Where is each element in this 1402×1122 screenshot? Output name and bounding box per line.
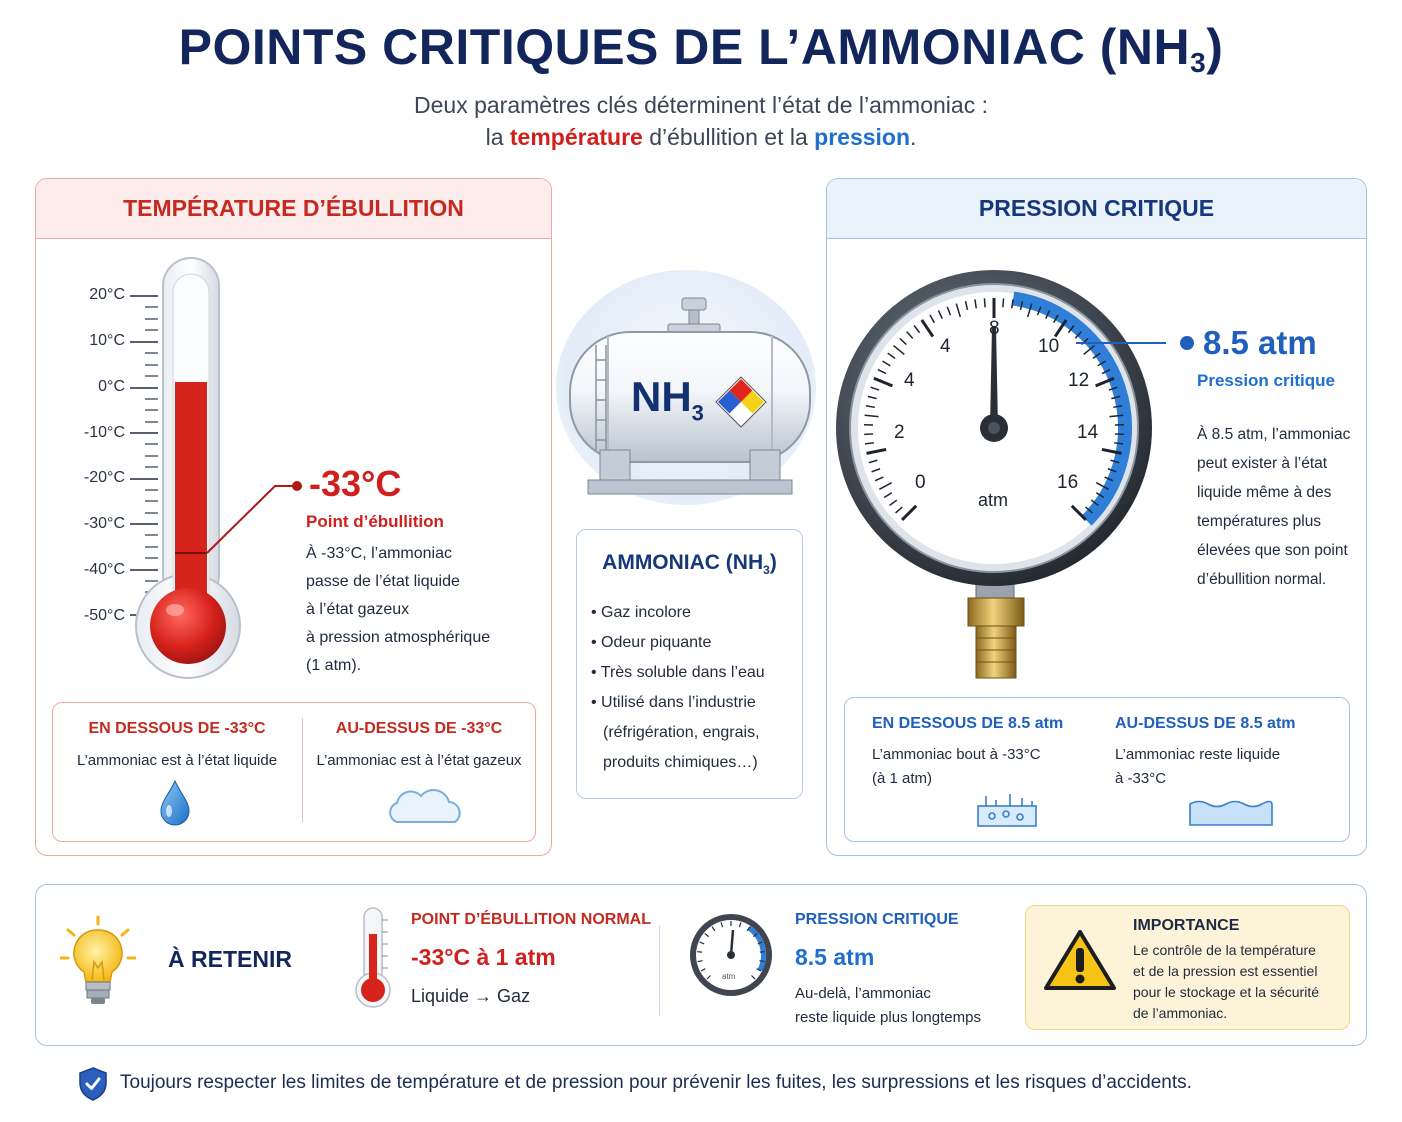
gauge-tick xyxy=(1003,298,1004,307)
boiling-point-description: À -33°C, l’ammoniac passe de l’état liquide à l’état gazeux à pression atmosphérique (1 atm). xyxy=(306,545,491,674)
pressure-gauge-icon xyxy=(836,268,1166,688)
list-item: (réfrigération, engrais, xyxy=(603,724,760,741)
below-boiling-title: EN DESSOUS DE -33°C xyxy=(88,720,266,737)
shield-icon xyxy=(78,1066,108,1102)
scale-label-minus50: -50°C xyxy=(83,607,125,624)
water-drop-icon xyxy=(157,778,193,828)
subtitle-line-2: la température d’ébullition et la pression. xyxy=(485,124,917,150)
list-item: • Gaz incolore xyxy=(591,604,691,621)
recap-boiling-title: POINT D’ÉBULLITION NORMAL xyxy=(411,911,651,928)
above-critical-text: L’ammoniac reste liquide à -33°C xyxy=(1115,746,1281,787)
below-critical-title: EN DESSOUS DE 8.5 atm xyxy=(872,715,1064,732)
tank-label: $NH_3$ xyxy=(631,373,704,426)
recap-pressure-text: Au-delà, l’ammoniac reste liquide plus longtemps xyxy=(795,985,981,1026)
recap-pressure-title: PRESSION CRITIQUE xyxy=(795,911,959,928)
gauge-label-12: 12 xyxy=(1068,370,1090,391)
ammonia-info-title: AMMONIAC $(NH_3)$ xyxy=(602,551,777,578)
recap-title: À RETENIR xyxy=(168,946,292,972)
cloud-icon xyxy=(383,786,467,828)
gauge-label-4b: 4 xyxy=(940,336,951,357)
scale-label-minus10: -10°C xyxy=(83,424,125,441)
below-boiling-text: L’ammoniac est à l’état liquide xyxy=(76,752,278,769)
mini-gauge-unit: atm xyxy=(722,972,736,981)
boiling-point-label: Point d’ébullition xyxy=(306,512,444,531)
value-marker-dot xyxy=(1180,336,1194,350)
above-boiling-text: L’ammoniac est à l’état gazeux xyxy=(316,752,522,769)
gauge-label-4: 4 xyxy=(904,370,915,391)
gauge-label-14: 14 xyxy=(1077,422,1099,443)
above-critical-title: AU-DESSUS DE 8.5 atm xyxy=(1115,715,1296,732)
gauge-label-10: 10 xyxy=(1038,336,1060,357)
divider xyxy=(659,926,660,1016)
small-gauge-icon xyxy=(688,912,774,998)
footer-safety-note: Toujours respecter les limites de température et de pression pour prévenir les fuites, les surpressions et les risques d’accidents. xyxy=(120,1072,1192,1093)
subtitle-line-1: Deux paramètres clés déterminent l’état de l’ammoniac : xyxy=(414,92,988,118)
page-title: POINTS CRITIQUES DE L’AMMONIAC $(NH_3)$ xyxy=(178,19,1224,78)
recap-pressure-value: 8.5 atm xyxy=(795,944,875,970)
list-item: • Utilisé dans l’industrie xyxy=(591,694,756,711)
list-item: • Très soluble dans l’eau xyxy=(591,664,765,681)
boiling-point-value: -33°C xyxy=(309,463,402,504)
gauge-label-16: 16 xyxy=(1057,472,1079,493)
recap-boiling-value: -33°C à 1 atm xyxy=(411,944,556,970)
list-item: • Odeur piquante xyxy=(591,634,712,651)
below-critical-text: L’ammoniac bout à -33°C (à 1 atm) xyxy=(872,746,1041,787)
importance-text: Le contrôle de la température et de la pression est essentiel pour le stockage et la sécurité de l’ammoniac. xyxy=(1133,942,1319,1021)
warning-icon xyxy=(1043,928,1117,992)
gauge-unit: atm xyxy=(978,490,1009,510)
scale-label-20: 20°C xyxy=(89,286,125,303)
gauge-label-0: 0 xyxy=(915,472,926,493)
gauge-tick xyxy=(984,298,985,307)
liquid-level-icon xyxy=(1187,796,1275,828)
ammonia-info-list xyxy=(591,598,765,778)
critical-pressure-value: 8.5 atm xyxy=(1203,324,1317,361)
gauge-label-8: 8 xyxy=(989,318,1000,339)
lightbulb-icon xyxy=(60,914,136,1014)
temperature-panel-title: TEMPÉRATURE D’ÉBULLITION xyxy=(36,179,551,239)
gauge-label-2: 2 xyxy=(894,422,905,443)
above-boiling-title: AU-DESSUS DE -33°C xyxy=(335,720,503,737)
scale-label-minus20: -20°C xyxy=(83,469,125,486)
boiling-liquid-icon xyxy=(972,792,1042,828)
list-item: produits chimiques…) xyxy=(603,754,758,771)
critical-pressure-label: Pression critique xyxy=(1197,371,1335,390)
scale-label-minus30: -30°C xyxy=(83,515,125,532)
pressure-panel-title: PRESSION CRITIQUE xyxy=(827,179,1366,239)
recap-boiling-text: Liquide → Gaz xyxy=(411,986,531,1006)
scale-label-10: 10°C xyxy=(89,332,125,349)
importance-title: IMPORTANCE xyxy=(1133,917,1240,934)
scale-label-0: 0°C xyxy=(98,378,125,395)
critical-pressure-description: À 8.5 atm, l’ammoniac peut exister à l’état liquide même à des températures plus élevées que son point d’ébullition normal. xyxy=(1197,426,1351,588)
small-thermometer-icon xyxy=(352,906,394,1010)
scale-label-minus40: -40°C xyxy=(83,561,125,578)
thermometer-icon xyxy=(125,252,310,697)
